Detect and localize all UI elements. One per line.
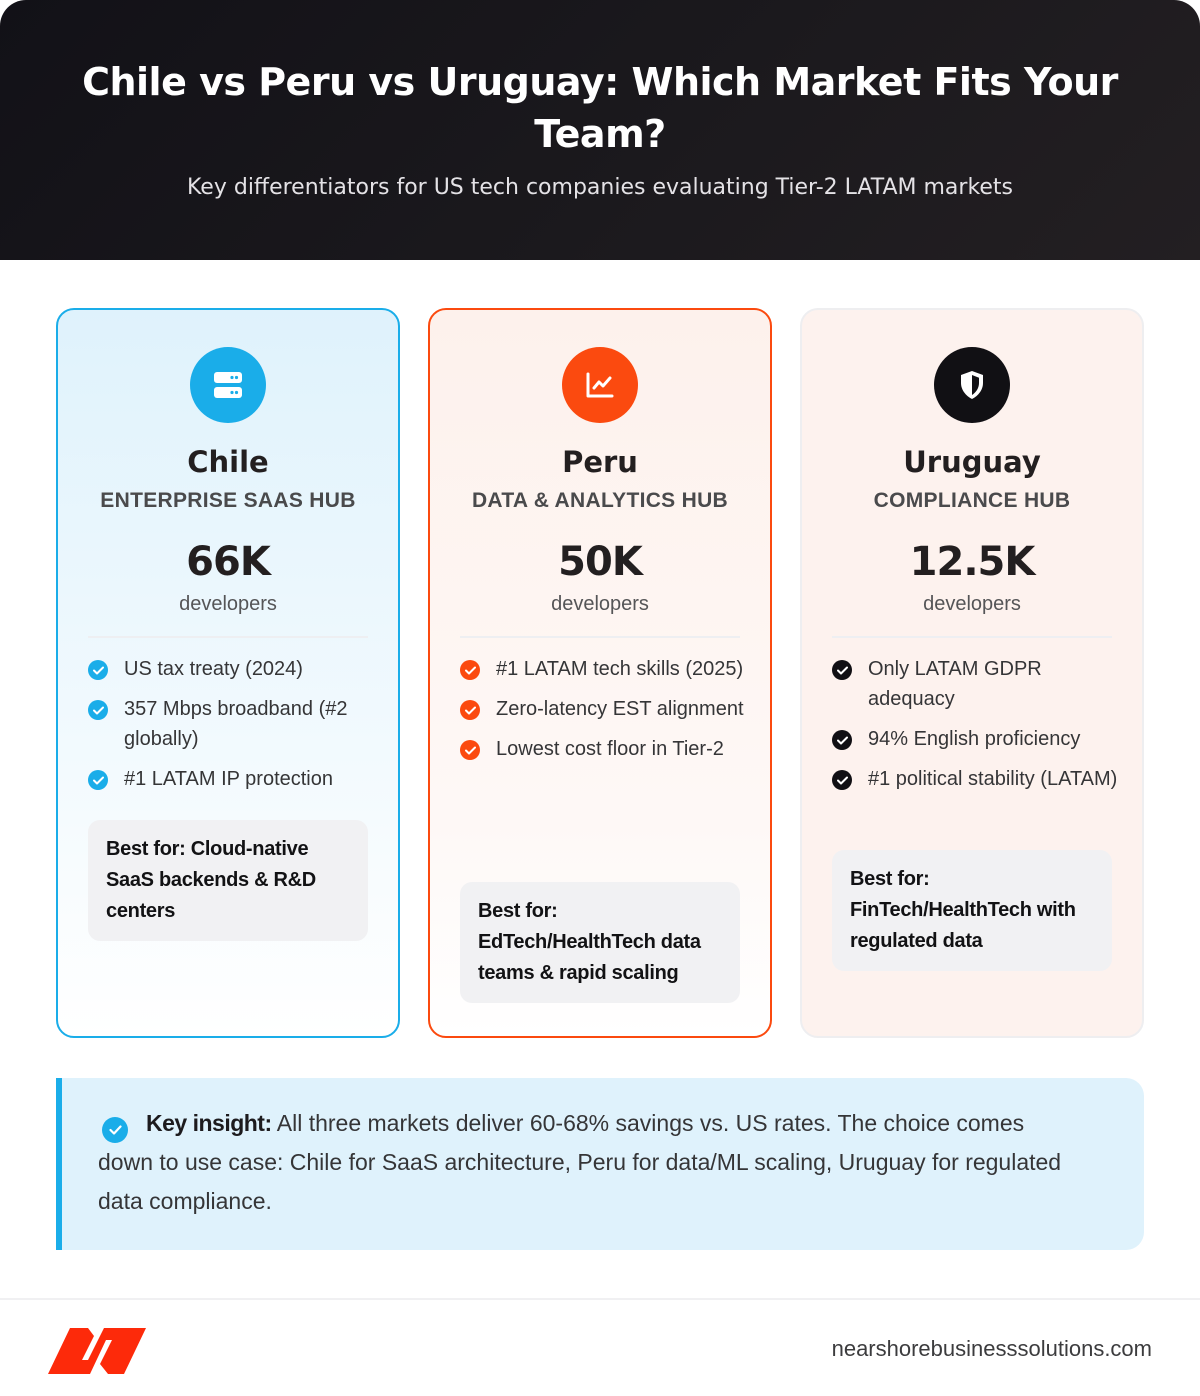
check-circle-icon bbox=[102, 1117, 128, 1143]
server-icon bbox=[190, 347, 266, 423]
check-circle-icon bbox=[832, 730, 852, 750]
market-tagline: DATA & ANALYTICS HUB bbox=[471, 489, 729, 512]
shield-icon bbox=[934, 347, 1010, 423]
check-circle-icon bbox=[832, 770, 852, 790]
market-name: Uruguay bbox=[903, 445, 1041, 479]
line-chart-icon bbox=[562, 347, 638, 423]
feature-item: #1 political stability (LATAM) bbox=[832, 764, 1118, 794]
feature-item: Lowest cost floor in Tier-2 bbox=[460, 734, 746, 764]
market-card-uruguay bbox=[800, 308, 1144, 1038]
feature-item: #1 LATAM tech skills (2025) bbox=[460, 654, 746, 684]
check-circle-icon bbox=[88, 660, 108, 680]
feature-list bbox=[460, 654, 746, 774]
best-for-box: Best for: Cloud-native SaaS backends & R&D centers bbox=[88, 820, 368, 941]
check-circle-icon bbox=[88, 770, 108, 790]
market-tagline: ENTERPRISE SAAS HUB bbox=[100, 489, 356, 512]
feature-list bbox=[832, 654, 1118, 804]
insight-text: All three markets deliver 60-68% savings vs. US rates. The choice comes down to use case: Chile for SaaS architecture, Peru for data/ML scaling, Uruguay for regulated data compliance. bbox=[98, 1110, 1062, 1214]
feature-list bbox=[88, 654, 374, 804]
divider bbox=[88, 636, 368, 638]
developer-count-unit: developers bbox=[179, 593, 277, 615]
market-name: Chile bbox=[187, 445, 269, 479]
developer-count: 12.5K bbox=[909, 539, 1035, 585]
website-link[interactable]: nearshorebusinesssolutions.com bbox=[831, 1336, 1152, 1361]
divider bbox=[832, 636, 1112, 638]
feature-item: Zero-latency EST alignment bbox=[460, 694, 746, 724]
footer bbox=[0, 1298, 1200, 1396]
market-name: Peru bbox=[562, 445, 638, 479]
check-circle-icon bbox=[88, 700, 108, 720]
nearshore-logo-icon bbox=[48, 1324, 146, 1374]
feature-item: US tax treaty (2024) bbox=[88, 654, 374, 684]
insight-label: Key insight: bbox=[146, 1110, 272, 1136]
developer-count: 66K bbox=[186, 539, 270, 585]
check-circle-icon bbox=[832, 660, 852, 680]
key-insight-callout bbox=[56, 1078, 1144, 1250]
market-card-peru bbox=[428, 308, 772, 1038]
developer-count: 50K bbox=[558, 539, 642, 585]
developer-count-unit: developers bbox=[923, 593, 1021, 615]
header-banner bbox=[0, 0, 1200, 260]
best-for-box: Best for: FinTech/HealthTech with regulated data bbox=[832, 850, 1112, 971]
best-for-box: Best for: EdTech/HealthTech data teams & rapid scaling bbox=[460, 882, 740, 1003]
page-title: Chile vs Peru vs Uruguay: Which Market Fits Your Team? bbox=[82, 60, 1118, 156]
market-tagline: COMPLIANCE HUB bbox=[873, 489, 1071, 512]
divider bbox=[460, 636, 740, 638]
page-subtitle: Key differentiators for US tech companies evaluating Tier-2 LATAM markets bbox=[186, 175, 1014, 200]
developer-count-unit: developers bbox=[551, 593, 649, 615]
feature-item: 357 Mbps broadband (#2 globally) bbox=[88, 694, 374, 754]
check-circle-icon bbox=[460, 740, 480, 760]
check-circle-icon bbox=[460, 660, 480, 680]
market-card-chile bbox=[56, 308, 400, 1038]
feature-item: 94% English proficiency bbox=[832, 724, 1118, 754]
feature-item: Only LATAM GDPR adequacy bbox=[832, 654, 1118, 714]
feature-item: #1 LATAM IP protection bbox=[88, 764, 374, 794]
check-circle-icon bbox=[460, 700, 480, 720]
